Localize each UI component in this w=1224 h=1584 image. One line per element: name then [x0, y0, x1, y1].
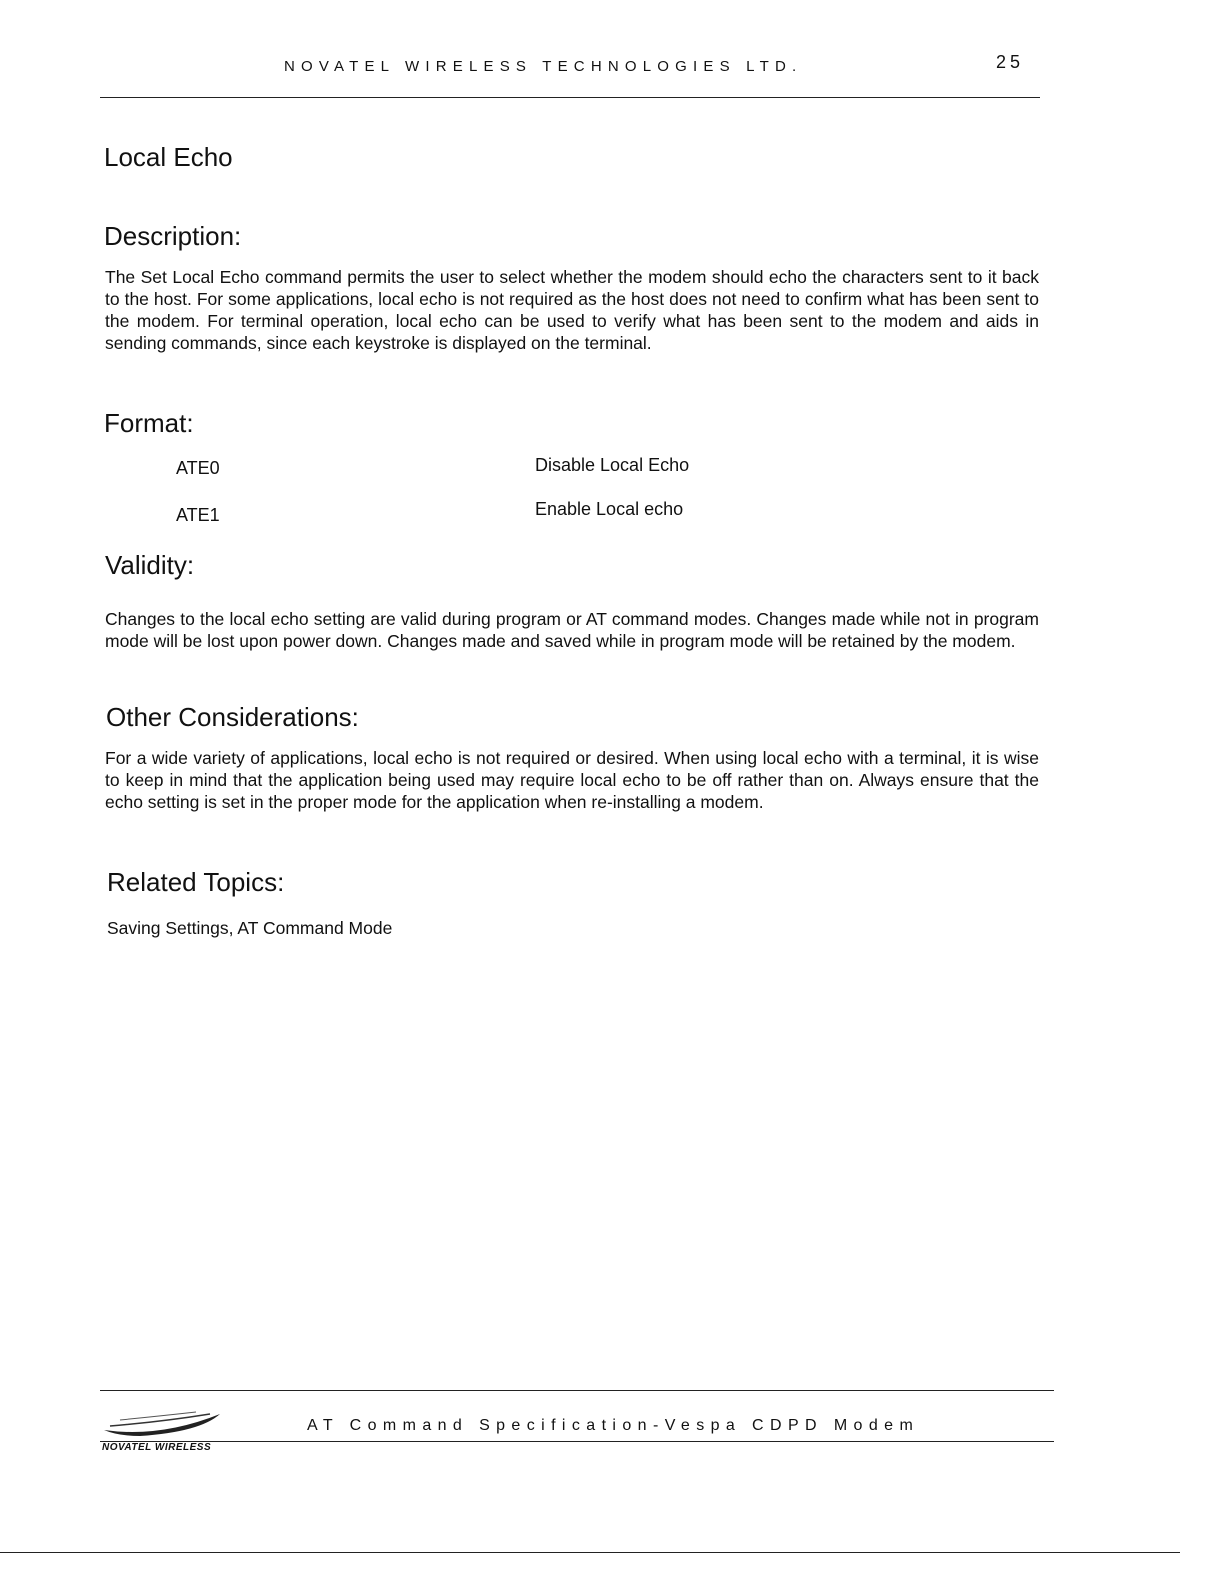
- description-heading: Description:: [104, 221, 242, 251]
- logo-text: NOVATEL WIRELESS: [102, 1442, 212, 1453]
- format-heading: Format:: [104, 408, 194, 438]
- logo-swoosh-icon: [100, 1408, 228, 1464]
- page-number: 25: [996, 52, 1025, 72]
- other-considerations-text: For a wide variety of applications, local echo is not required or desired. When using local echo with a terminal, it is wise to keep in mind that the application being used may require local echo to be off rather than on. Always ensure that the echo setting is set in the proper mode for the application when re-installing a modem.: [105, 748, 1039, 812]
- company-logo: [100, 1408, 228, 1464]
- header-company: NOVATEL WIRELESS TECHNOLOGIES LTD.: [284, 58, 803, 75]
- format-command-ate0: ATE0: [176, 458, 220, 478]
- header-rule: [100, 97, 1040, 98]
- validity-text: Changes to the local echo setting are valid during program or AT command modes. Changes made while not in program mode will be lost upon power down. Changes made and saved while in program mode will be retained by the modem.: [105, 609, 1039, 651]
- format-meaning-ate0: Disable Local Echo: [535, 455, 690, 475]
- page-title: Local Echo: [104, 142, 233, 172]
- footer-document-title: AT Command Specification-Vespa CDPD Modem: [307, 1417, 920, 1434]
- page-bottom-rule: [0, 1552, 1180, 1553]
- footer-rule-top: [100, 1390, 1054, 1391]
- format-command-ate1: ATE1: [176, 505, 220, 525]
- format-meaning-ate1: Enable Local echo: [535, 499, 684, 519]
- related-topics-text: Saving Settings, AT Command Mode: [107, 918, 393, 938]
- validity-heading: Validity:: [105, 550, 195, 580]
- related-topics-heading: Related Topics:: [107, 867, 285, 897]
- description-text: The Set Local Echo command permits the user to select whether the modem should echo the characters sent to it back to the host. For some applications, local echo is not required as the host does not need to confirm what has been sent to the modem. For terminal operation, local echo can be used to verify what has been sent to the modem and aids in sending commands, since each keystroke is displayed on the terminal.: [105, 267, 1039, 353]
- footer-rule-bottom: [100, 1441, 1054, 1442]
- other-considerations-heading: Other Considerations:: [106, 702, 359, 732]
